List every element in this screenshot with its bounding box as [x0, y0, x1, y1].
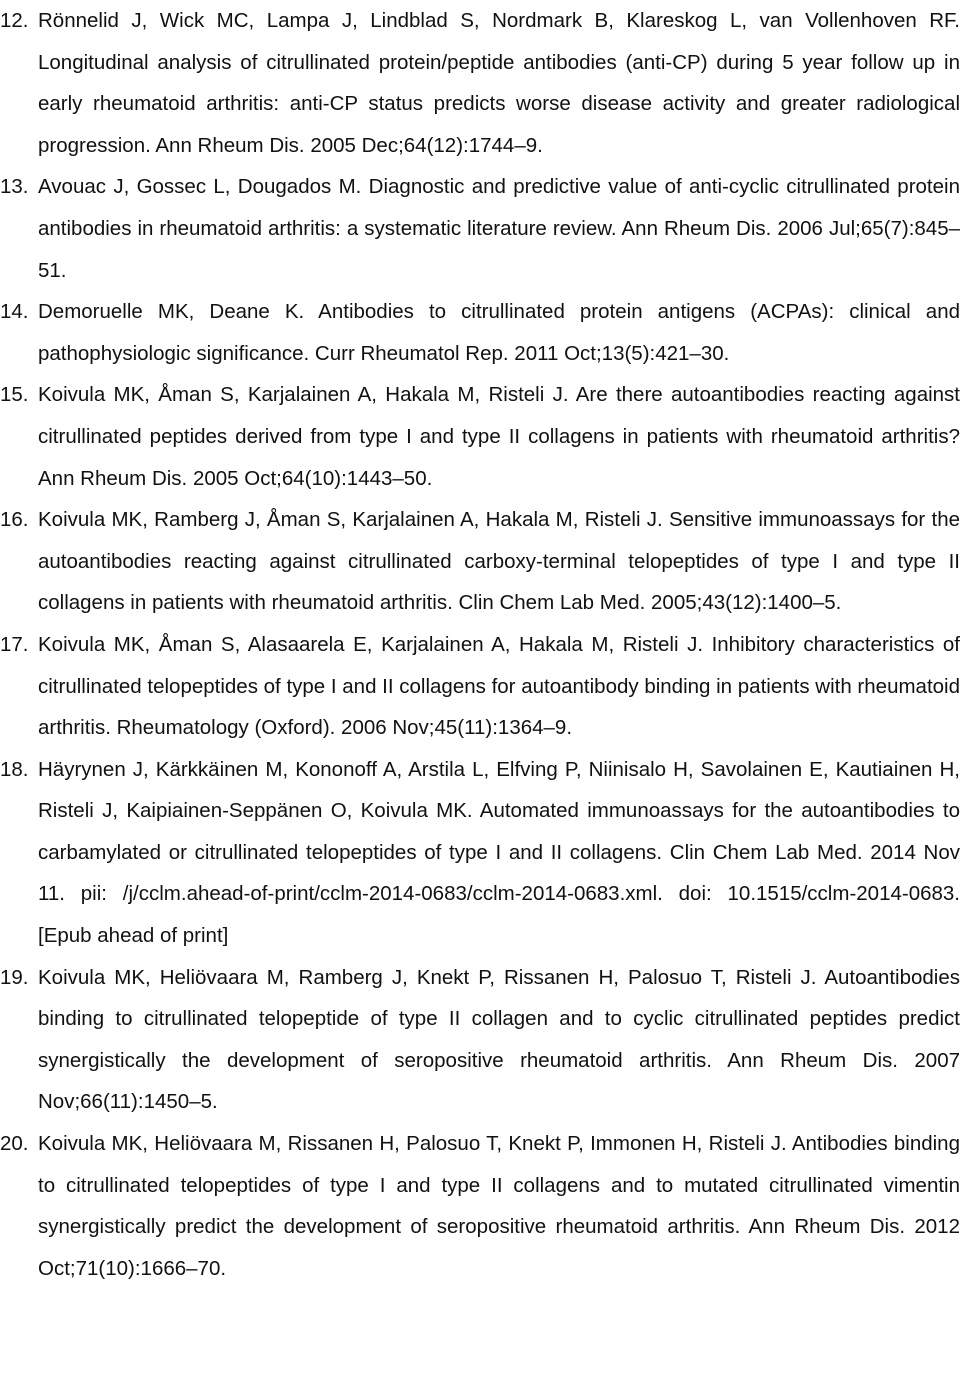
- reference-text: Koivula MK, Heliövaara M, Rissanen H, Palosuo T, Knekt P, Immonen H, Risteli J. Antibodies binding to citrullinated telopeptides of type I and type II collagens and to mutated citrullinated vimentin synergistically predict the development of seropositive rheumatoid arthritis. Ann Rheum Dis. 2012 Oct;71(10):1666–70.: [38, 1132, 960, 1280]
- reference-text: Rönnelid J, Wick MC, Lampa J, Lindblad S, Nordmark B, Klareskog L, van Vollenhoven RF. Longitudinal analysis of citrullinated protein/peptide antibodies (anti-CP) during 5 year follow up in early rheumatoid arthritis: anti-CP status predicts worse disease activity and greater radiological progression. Ann Rheum Dis. 2005 Dec;64(12):1744–9.: [38, 9, 960, 157]
- reference-number: 19.: [0, 965, 29, 989]
- reference-number: 18.: [0, 757, 29, 781]
- reference-number: 12.: [0, 9, 29, 32]
- reference-item: [0, 624, 960, 749]
- reference-number: 20.: [0, 1132, 29, 1156]
- reference-item: [0, 374, 960, 499]
- reference-text: Koivula MK, Åman S, Alasaarela E, Karjalainen A, Hakala M, Risteli J. Inhibitory characteristics of citrullinated telopeptides of type I and II collagens for autoantibody binding in patients with rheumatoid arthritis. Rheumatology (Oxford). 2006 Nov;45(11):1364–9.: [38, 632, 960, 740]
- reference-item: [0, 0, 960, 166]
- reference-text: Häyrynen J, Kärkkäinen M, Kononoff A, Arstila L, Elfving P, Niinisalo H, Savolainen E, Kautiainen H, Risteli J, Kaipiainen-Seppänen O, Koivula MK. Automated immunoassays for the autoantibodies to carbamylated or citrullinated telopeptides of type I and II collagens. Clin Chem Lab Med. 2014 Nov 11. pii: /j/cclm.ahead-of-print/cclm-2014-0683/cclm-2014-0683.xml. doi: 10.1515/cclm-2014-0683. [Epub ahead of print]: [38, 757, 960, 948]
- reference-text: Avouac J, Gossec L, Dougados M. Diagnostic and predictive value of anti-cyclic citrullinated protein antibodies in rheumatoid arthritis: a systematic literature review. Ann Rheum Dis. 2006 Jul;65(7):845–51.: [38, 175, 960, 282]
- reference-item: [0, 749, 960, 957]
- reference-number: 14.: [0, 300, 29, 324]
- reference-item: [0, 166, 960, 291]
- reference-text: Koivula MK, Ramberg J, Åman S, Karjalainen A, Hakala M, Risteli J. Sensitive immunoassays for the autoantibodies reacting against citrullinated carboxy-terminal telopeptides of type I and type II collagens in patients with rheumatoid arthritis. Clin Chem Lab Med. 2005;43(12):1400–5.: [38, 508, 960, 615]
- reference-item: [0, 291, 960, 374]
- reference-number: 13.: [0, 175, 29, 199]
- reference-text: Koivula MK, Åman S, Karjalainen A, Hakala M, Risteli J. Are there autoantibodies reacting against citrullinated peptides derived from type I and type II collagens in patients with rheumatoid arthritis? Ann Rheum Dis. 2005 Oct;64(10):1443–50.: [38, 383, 960, 490]
- reference-text: Koivula MK, Heliövaara M, Ramberg J, Knekt P, Rissanen H, Palosuo T, Risteli J. Autoantibodies binding to citrullinated telopeptide of type II collagen and to cyclic citrullinated peptides predict synergistically the development of seropositive rheumatoid arthritis. Ann Rheum Dis. 2007 Nov;66(11):1450–5.: [38, 965, 960, 1114]
- reference-number: 17.: [0, 632, 29, 656]
- reference-number: 16.: [0, 508, 29, 532]
- reference-item: [0, 499, 960, 624]
- reference-number: 15.: [0, 383, 29, 407]
- reference-item: [0, 957, 960, 1123]
- reference-item: [0, 1123, 960, 1289]
- reference-text: Demoruelle MK, Deane K. Antibodies to citrullinated protein antigens (ACPAs): clinical and pathophysiologic significance. Curr Rheumatol Rep. 2011 Oct;13(5):421–30.: [38, 300, 960, 365]
